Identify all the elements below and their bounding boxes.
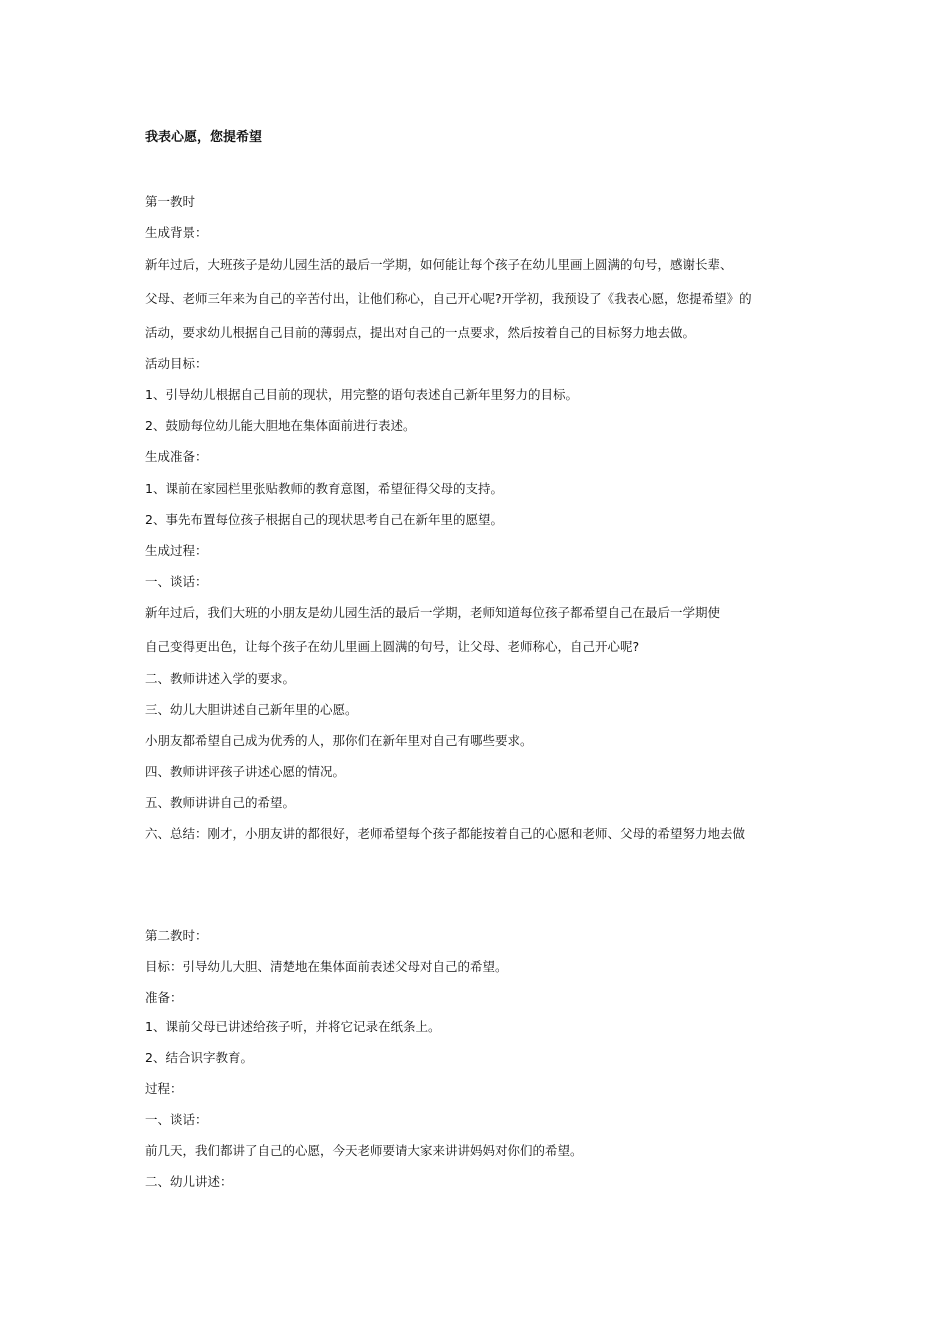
goals-label: 活动目标： (145, 356, 208, 371)
section2-process-item: 二、幼儿讲述： (145, 1174, 233, 1189)
process-label: 生成过程： (145, 543, 208, 558)
section2-prep-label: 准备： (145, 990, 183, 1005)
section2-process-item: 一、谈话： (145, 1112, 208, 1127)
process-item: 一、谈话： (145, 574, 208, 589)
process-item: 三、幼儿大胆讲述自己新年里的心愿。 (145, 702, 358, 717)
background-line: 新年过后，大班孩子是幼儿园生活的最后一学期，如何能让每个孩子在幼儿里画上圆满的句号，感谢长辈、 (145, 257, 733, 272)
background-label: 生成背景： (145, 225, 208, 240)
process-item: 新年过后，我们大班的小朋友是幼儿园生活的最后一学期，老师知道每位孩子都希望自己在最后一学期使 (145, 605, 721, 620)
section2-goal: 目标：引导幼儿大胆、清楚地在集体面前表述父母对自己的希望。 (145, 959, 508, 974)
section2-prep-item: 2、结合识字教育。 (145, 1050, 253, 1065)
prep-label: 生成准备： (145, 449, 208, 464)
process-item: 二、教师讲述入学的要求。 (145, 671, 296, 686)
prep-item: 2、事先布置每位孩子根据自己的现状思考自己在新年里的愿望。 (145, 512, 503, 527)
process-item: 自己变得更出色，让每个孩子在幼儿里画上圆满的句号，让父母、老师称心，自己开心呢? (145, 639, 640, 654)
document-title: 我表心愿，您提希望 (145, 130, 263, 145)
background-line: 活动，要求幼儿根据自己目前的薄弱点，提出对自己的一点要求，然后按着自己的目标努力地去做。 (145, 325, 696, 340)
goal-item: 2、鼓励每位幼儿能大胆地在集体面前进行表述。 (145, 418, 416, 433)
section1-heading: 第一教时 (145, 194, 196, 209)
goal-item: 1、引导幼儿根据自己目前的现状，用完整的语句表述自己新年里努力的目标。 (145, 387, 578, 402)
process-item: 小朋友都希望自己成为优秀的人，那你们在新年里对自己有哪些要求。 (145, 733, 533, 748)
process-item: 四、教师讲评孩子讲述心愿的情况。 (145, 764, 346, 779)
process-item: 五、教师讲讲自己的希望。 (145, 795, 296, 810)
section2-process-label: 过程： (145, 1081, 183, 1096)
section2-prep-item: 1、课前父母已讲述给孩子听，并将它记录在纸条上。 (145, 1019, 441, 1034)
prep-item: 1、课前在家园栏里张贴教师的教育意图，希望征得父母的支持。 (145, 481, 503, 496)
background-line: 父母、老师三年来为自己的辛苦付出，让他们称心，自己开心呢?开学初，我预设了《我表心愿，您提希望》的 (145, 291, 752, 306)
section2-heading: 第二教时： (145, 928, 208, 943)
section2-process-item: 前几天，我们都讲了自己的心愿，今天老师要请大家来讲讲妈妈对你们的希望。 (145, 1143, 583, 1158)
process-item: 六、总结：刚才，小朋友讲的都很好，老师希望每个孩子都能按着自己的心愿和老师、父母的希望努力地去做 (145, 826, 746, 841)
